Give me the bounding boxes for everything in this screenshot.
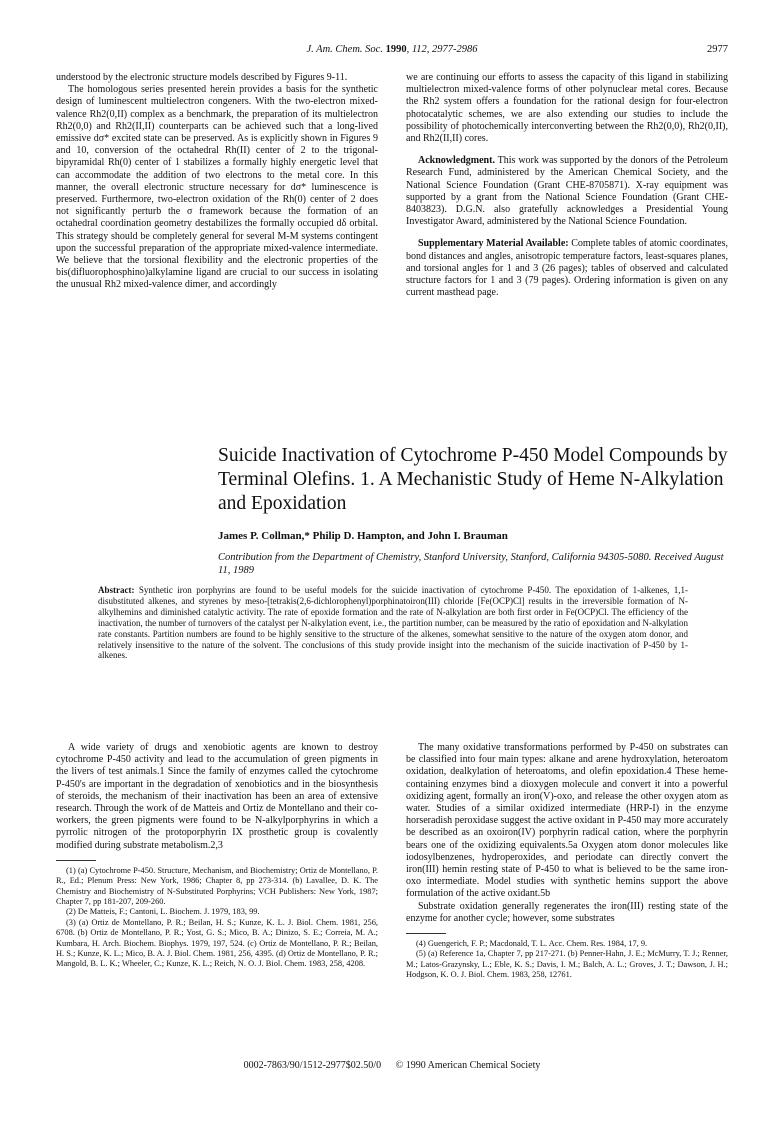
left-footnotes — [56, 866, 378, 970]
journal-volume-pages: , 112, 2977-2986 — [406, 44, 478, 55]
supplementary-text: Complete tables of atomic coordinates, bond distances and angles, anisotropic temperature factors, least-squares planes, and torsional angles for 1 and 3 (26 pages); tables of observed and calculated structure factors for 1 and 3 (79 pages). Ordering information is given on any current masthead page. — [406, 238, 729, 299]
supplementary-label: Supplementary Material Available: — [418, 238, 569, 250]
article-affiliation: Contribution from the Department of Chemistry, Stanford University, Stanford, California 94305-5080. Received August 11, 1989 — [218, 552, 724, 576]
prev-article-right-column — [406, 72, 728, 299]
page-footer — [56, 1060, 728, 1071]
body-paragraph-2: The many oxidative transformations performed by P-450 on substrates can be classified into four main types: alkane and arene hydroxylation, heteroatom oxidation, dealkylation of heteroatoms, and olefin epoxidation.4 These heme-containing enzymes bind a dioxygen molecule and convert it into a powerful oxidizing agent, formally an iron(V)-oxo, and release the other oxygen atom as water. Studies of a similar oxidized intermediate (HRP-I) in the enzyme horseradish peroxidase suggest the active oxidant in P-450 may more accurately be described as an oxoiron(IV) porphyrin radical cation, where the porphyrin bears one of the oxidizing equivalents.5a Oxygen atom donor molecules like iodosylbenzenes, hydroperoxides, and periodate can directly convert the iron(III) hemin resting state of P-450 to what is believed to be the same iron-oxo intermediate. Model studies with synthetic hemins support the above formulation of the active oxidant.5b — [406, 742, 728, 900]
footnote-1: (1) (a) Cytochrome P-450. Structure, Mechanism, and Biochemistry; Ortiz de Montellano, P. R., Ed.; Plenum Press: New York, 1986; Chapter 8, pp 273-314. (b) Lavallee, D. K. The Chemistry and Biochemistry of N-Substituted Porphyrins; VCH Publishers: New York, 1987; Chapter 7, pp 181-207, 209-260. — [56, 865, 378, 907]
footnote-2: (2) De Matteis, F.; Cantoni, L. Biochem. J. 1979, 183, 99. — [66, 907, 260, 917]
article-left-column — [56, 742, 378, 970]
body-paragraph-1: A wide variety of drugs and xenobiotic agents are known to destroy cytochrome P-450 activity and lead to the accumulation of green pigments in the livers of test animals.1 Since the family of enzymes called the cytochrome P-450's are important in the degradation of xenobiotics and in the biosynthesis of steroids, the mechanism of their inactivation has been an area of extensive research. Through the work of de Matteis and Ortiz de Montellano and their co-workers, the green pigments were found to be N-alkylporphyrins in which a pyrrolic nitrogen of the protoporphyrin IX prosthetic group is covalently modified during substrate metabolism.2,3 — [56, 742, 378, 851]
prev-paragraph-2: The homologous series presented herein provides a basis for the synthetic design of luminescent multielectron congeners. With the two-electron mixed-valence Rh2(0,II) complex as a benchmark, the preparation of its multielectron Rh2(0,0) and Rh2(II,II) counterparts can be achieved such that a long-lived emissive dσ* excited state can be preserved. As is explicitly shown in Figures 9 and 10, conversion of the octahedral Rh(II) center of 2 to the trigonal-bipyramidal Rh(0) center of 1 stabilizes a formally highly energetic level that can accommodate the addition of two electrons to the metal core. In this manner, the overall electronic structure necessary for dσ* luminescence is preserved. Furthermore, two-electron oxidation of the Rh(0) center of 2 does not significantly perturb the σ framework because the formation of an octahedral coordination geometry destabilizes the formally occupied dδ orbital. This strategy should be completely general for several M-M systems contingent upon the successful preparation of the appropriate mixed-valence intermediate. We believe that the torsional flexibility and the electronic properties of the bis(difluorophosphino)alkylamine ligand are crucial to our success in isolating the unusual Rh2 mixed-valence dimer, and accordingly — [56, 84, 378, 291]
page-number: 2977 — [707, 44, 728, 55]
journal-year: 1990 — [385, 44, 407, 55]
copyright-notice: © 1990 American Chemical Society — [395, 1060, 541, 1071]
article-right-column — [406, 742, 728, 981]
prev-paragraph-3: we are continuing our efforts to assess the capacity of this ligand in stabilizing multielectron mixed-valence forms of other polynuclear metal cores. Because the Rh2 system offers a foundation for the rational design for four-electron photocatalytic schemes, we are also extending our studies to include the possibility of photochemically interconverting between the Rh2(0,0), Rh2(0,II), and Rh2(II,II) cores. — [406, 72, 728, 145]
acknowledgment-label: Acknowledgment. — [418, 155, 495, 167]
journal-name: J. Am. Chem. Soc. — [306, 44, 383, 55]
footnote-divider — [56, 860, 96, 861]
article-abstract — [98, 585, 688, 661]
abstract-text: Synthetic iron porphyrins are found to be useful models for the suicide inactivation of cytochrome P-450. The epoxidation of 1-alkenes, 1,1-disubstituted alkenes, and styrenes by meso-[tetrakis(2,6-dichlorophenyl)porphinatoiron(III) chloride [Fe(OCP)Cl] results in the irreversible formation of N-alkylhemins and diminished catalytic activity. The rate of epoxide formation and the rate of N-alkylation are both first order in Fe(OCP)Cl. The efficiency of the inactivation, the number of turnovers of the catalyst per N-alkylation event, i.e., the partition number, can be measured by the ratio of epoxidation and N-alkylation rate constants. Partition numbers are found to be highly sensitive to the structure of the alkenes, somewhat sensitive to the nature of the oxygen atom donor, and relatively insensitive to the nature of the solvent. The conclusions of this study provide insight into the mechanism of the suicide inactivation of P-450 by 1-alkenes. — [98, 585, 688, 661]
abstract-label: Abstract: — [98, 585, 135, 595]
footnote-3: (3) (a) Ortiz de Montellano, P. R.; Beilan, H. S.; Kunze, K. L. J. Biol. Chem. 1981, 256, 6708. (b) Ortiz de Montellano, P. R.; Yost, G. S.; Mico, B. A.; Dinizo, S. E.; Correia, M. A.; Kumbara, H. Arch. Biochem. Biophys. 1979, 197, 524. (c) Ortiz de Montellano, P. R.; Beilan, H. S.; Kunze, K. L.; Mico, B. A. J. Biol. Chem. 1981, 256, 4395. (d) Ortiz de Montellano, P. R.; Mangold, B. L. K.; Wheeler, C.; Kunze, K. L.; Reich, N. O. J. Biol. Chem. 1983, 258, 4208. — [56, 917, 378, 969]
prev-article-left-column — [56, 72, 378, 292]
prev-paragraph-1: understood by the electronic structure models described by Figures 9-11. — [56, 72, 348, 83]
footnote-divider — [406, 933, 446, 934]
footnote-4: (4) Guengerich, F. P.; Macdonald, T. L. Acc. Chem. Res. 1984, 17, 9. — [416, 939, 648, 949]
journal-citation — [56, 44, 728, 55]
running-head — [56, 44, 728, 60]
supplementary-material — [406, 238, 728, 299]
footnote-5: (5) (a) Reference 1a, Chapter 7, pp 217-271. (b) Penner-Hahn, J. E.; McMurry, T. J.; Renner, M.; Latos-Grazynsky, L.; Eble, K. S.; Davis, I. M.; Balch, A. L.; Groves, J. T.; Dawson, J. H.; Hodgson, K. O. J. Biol. Chem. 1983, 258, 12761. — [406, 949, 728, 980]
body-paragraph-3: Substrate oxidation generally regenerates the iron(III) resting state of the enzyme for another cycle; however, some substrates — [406, 900, 728, 924]
document-code: 0002-7863/90/1512-2977$02.50/0 — [243, 1060, 382, 1071]
right-footnotes — [406, 939, 728, 981]
article-title: Suicide Inactivation of Cytochrome P-450 Model Compounds by Terminal Olefins. 1. A Mechanistic Study of Heme N-Alkylation and Epoxidation — [218, 445, 728, 514]
acknowledgment-text: This work was supported by the donors of the Petroleum Research Fund, administered by the American Chemical Society, and the National Science Foundation (Grant CHE-8705871). X-ray equipment was supported by a grant from the National Science Foundation (Grant CHE-8403823). D.G.N. also gratefully acknowledges a Presidential Young Investigator Award, administered by the National Science Foundation. — [406, 155, 728, 228]
acknowledgment — [406, 155, 728, 228]
article-authors: James P. Collman,* Philip D. Hampton, and John I. Brauman — [218, 530, 508, 542]
